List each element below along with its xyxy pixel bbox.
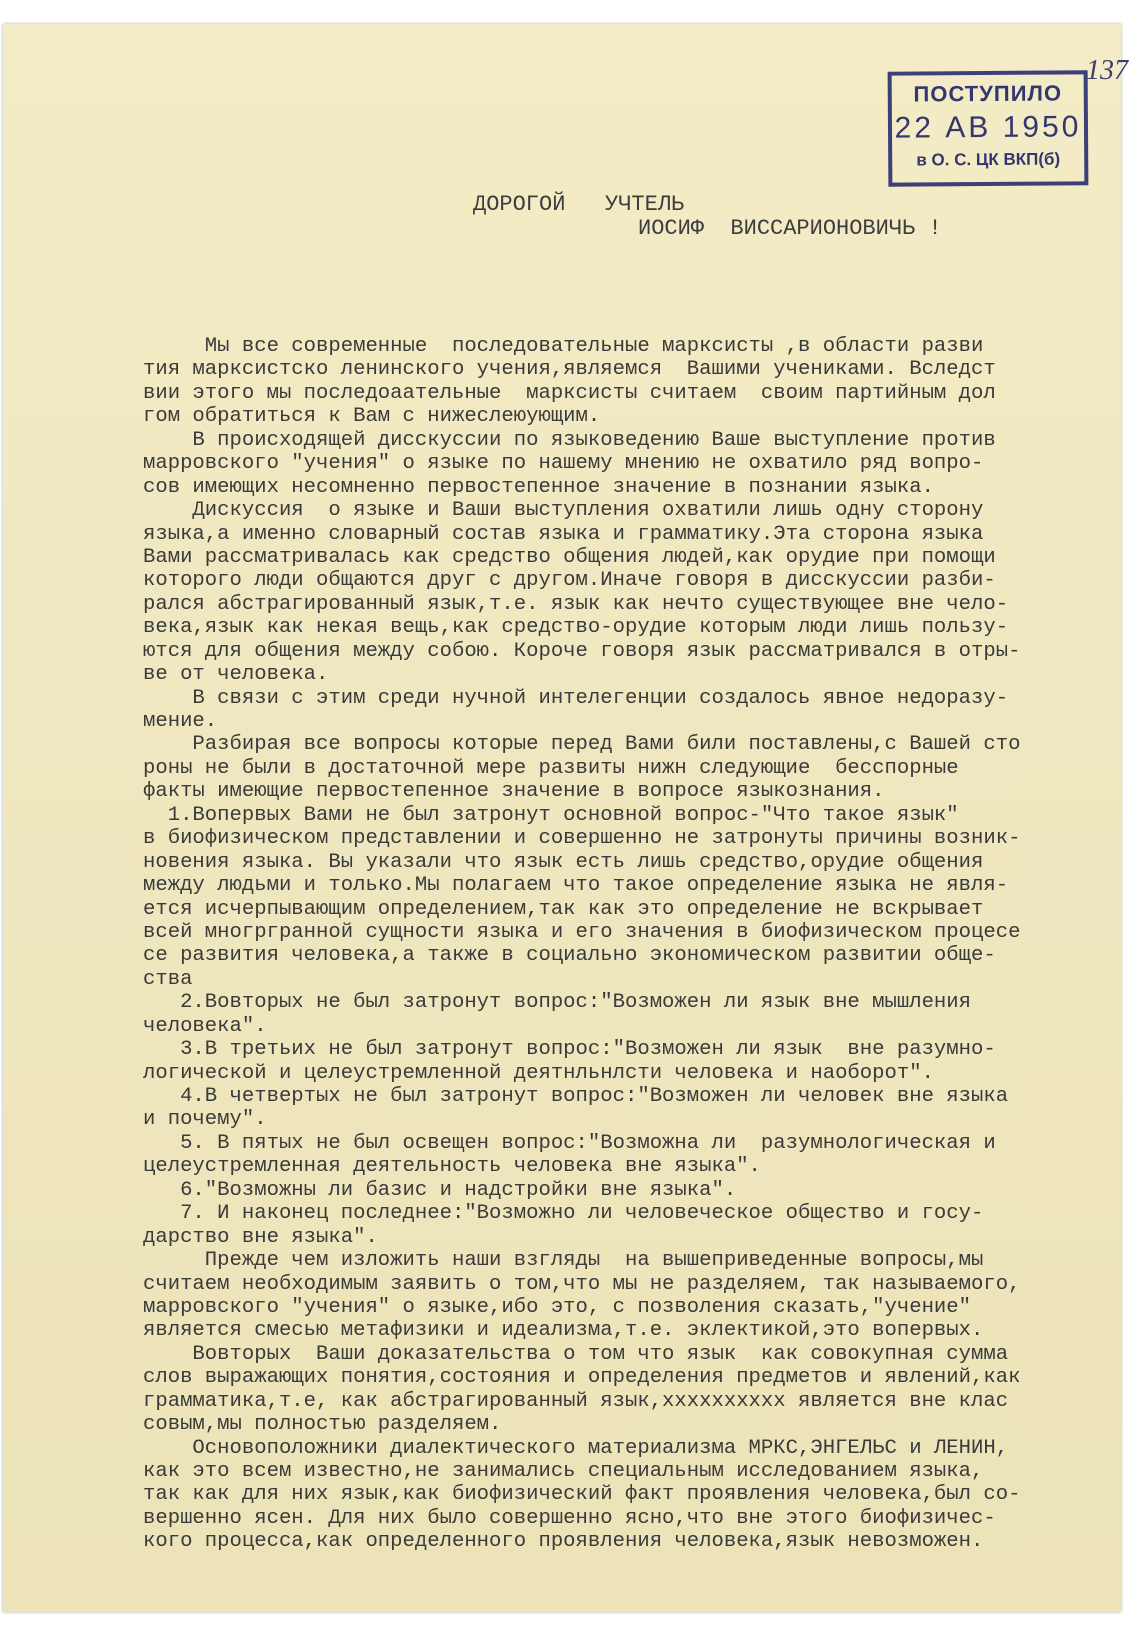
body-line: 1.Вопервых Вами не был затронут основной вопрос-"Что такое язык": [143, 803, 959, 827]
stamp-office: в О. С. ЦК ВКП(б): [916, 149, 1061, 170]
body-line: так как для них язык,как биофизический факт проявления человека,был со-: [143, 1483, 1021, 1507]
body-line: гом обратиться к Вам с нижеслеюующим.: [143, 405, 601, 429]
body-line: совым,мы полностью разделяем.: [143, 1413, 502, 1437]
body-line: се развития человека,а также в социально экономическом развитии обще-: [143, 944, 996, 968]
body-line: логической и целеустремленной деятнльнлсти человека и наоборот".: [143, 1061, 934, 1085]
body-line: 3.В третьих не был затронут вопрос:"Возможен ли язык вне разумно-: [143, 1038, 996, 1062]
body-line: новения языка. Вы указали что язык есть лишь средство,орудие общения: [143, 850, 984, 874]
body-line: В связи с этим среди нучной интелегенции создалось явное недоразу-: [143, 686, 1009, 710]
body-line: слов выражающих понятия,состояния и определения предметов и явлений,как: [143, 1366, 1021, 1390]
body-line: и почему".: [143, 1108, 267, 1132]
body-line: Прежде чем изложить наши взгляды на вышеприведенные вопросы,мы: [143, 1249, 984, 1273]
body-line: факты имеющие первостепенное значение в вопросе языкознания.: [143, 780, 885, 804]
body-line: мение.: [143, 710, 218, 733]
body-line: всей многргранной сущности языка и его значения в биофизическом процесе: [143, 920, 1021, 944]
body-line: Мы все современные последовательные марксисты ,в области разви: [143, 335, 984, 358]
body-line: 4.В четвертых не был затронут вопрос:"Возможен ли человек вне языка: [143, 1085, 1009, 1108]
page-number: 137: [1086, 55, 1128, 86]
body-line: В происходящей дисскуссии по языковедению Ваше выступление против: [143, 428, 996, 452]
body-line: которого люди общаются друг с другом.Иначе говоря в дисскуссии разби-: [143, 569, 996, 593]
body-line: 7. И наконец последнее:"Возможно ли человеческое общество и госу-: [143, 1202, 984, 1226]
body-line: Вами рассматривалась как средство общения людей,как орудие при помощи: [143, 545, 996, 569]
body-line: целеустремленная деятельность человека вне языка".: [143, 1155, 761, 1179]
body-line: марровского "учения" о языке,ибо это, с позволения сказать,"учение": [143, 1295, 972, 1319]
body-line: кого процесса,как определенного проявления человека,язык невозможен.: [143, 1530, 984, 1554]
stamp-date: 22 АВ 1950: [894, 110, 1082, 145]
body-line: Дискуссия о языке и Ваши выступления охватили лишь одну сторону: [143, 499, 984, 523]
stamp-received-label: ПОСТУПИЛО: [913, 80, 1063, 107]
body-line: Разбирая все вопросы которые перед Вами били поставлены,с Вашей сто: [143, 733, 1021, 757]
body-line: ются для общения между собою. Короче говоря язык рассматривался в отры-: [143, 639, 1021, 663]
body-line: 6."Возможны ли базис и надстройки вне языка".: [143, 1178, 737, 1202]
body-line: Основоположники диалектического материализма МРКС,ЭНГЕЛЬС и ЛЕНИН,: [143, 1436, 1009, 1460]
body-line: рался абстрагированный язык,т.е. язык как нечто существующее вне чело-: [143, 592, 1009, 616]
document-page: [3, 24, 1128, 1612]
body-line: 2.Вовторых не был затронут вопрос:"Возможен ли язык вне мышления: [143, 991, 972, 1015]
body-line: как это всем известно,не занимались специальным исследованием языка,: [143, 1460, 984, 1483]
body-line: марровского "учения" о языке по нашему мнению не охватило ряд вопро-: [143, 452, 984, 476]
body-line: дарство вне языка".: [143, 1225, 378, 1249]
body-line: человека".: [143, 1014, 267, 1038]
body-line: вершенно ясен. Для них было совершенно ясно,что вне этого биофизичес-: [143, 1506, 996, 1530]
body-line: считаем необходимым заявить о том,что мы не разделяем, так называемого,: [143, 1272, 1021, 1296]
body-line: ства: [143, 967, 193, 991]
body-line: между людьми и только.Мы полагаем что такое определение языка не явля-: [143, 874, 1009, 898]
body-line: вии этого мы последоаательные марксисты считаем своим партийным дол: [143, 381, 996, 405]
body-line: века,язык как некая вещь,как средство-орудие которым люди лишь пользу-: [143, 616, 1009, 640]
received-stamp: [888, 70, 1089, 186]
body-line: 5. В пятых не был освещен вопрос:"Возможна ли разумнологическая и: [143, 1131, 996, 1155]
body-line: сов имеющих несомненно первостепенное значение в познании языка.: [143, 475, 934, 499]
body-line: тия марксистско ленинского учения,являемся Вашими учениками. Вследст: [143, 358, 996, 382]
body-line: грамматика,т.е, как абстрагированный язык,xxxxxxxxxx является вне клас: [143, 1389, 1009, 1413]
salutation-line-2: ИОСИФ ВИССАРИОНОВИЧЬ !: [638, 216, 942, 241]
letter-body: [143, 335, 1123, 1554]
body-line: Вовторых Ваши доказательства о том что язык как совокупная сумма: [143, 1342, 1009, 1366]
body-line: в биофизическом представлении и совершенно не затронуты причины возник-: [143, 827, 1021, 851]
body-line: является смесью метафизики и идеализма,т.е. эклектикой,это вопервых.: [143, 1319, 984, 1343]
body-line: ется исчерпывающим определением,так как это определение не вскрывает: [143, 897, 984, 921]
salutation-line-1: ДОРОГОЙ УЧТЕЛЬ: [473, 192, 685, 217]
body-line: роны не были в достаточной мере развиты нижн следующие бесспорные: [143, 756, 959, 780]
body-line: ве от человека.: [143, 663, 329, 687]
body-line: языка,а именно словарный состав языка и грамматику.Эта сторона языка: [143, 522, 984, 546]
